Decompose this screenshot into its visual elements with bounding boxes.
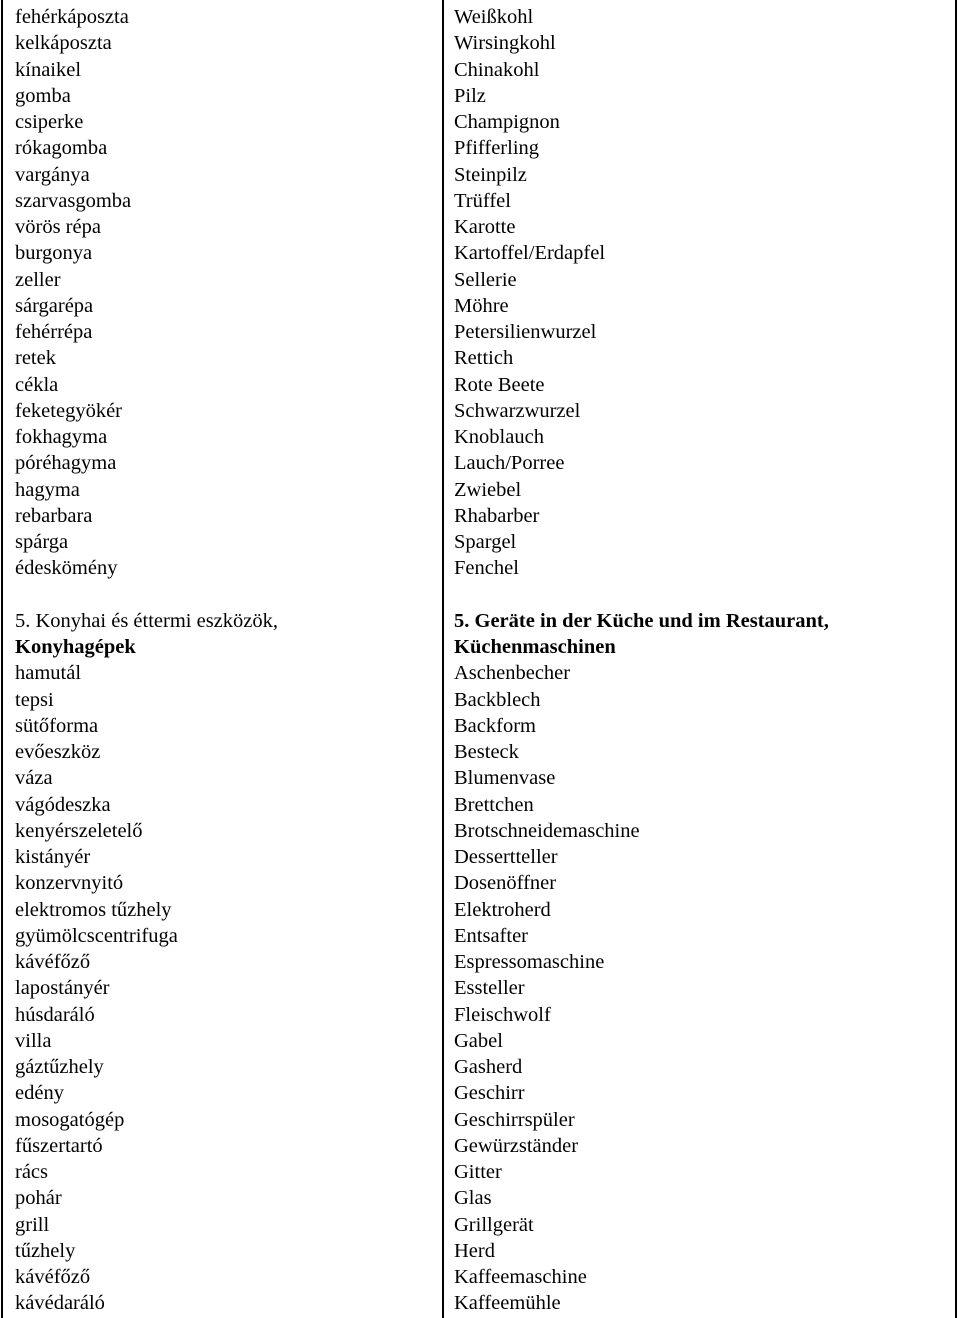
hungarian-word: hamutál	[15, 662, 82, 685]
hungarian-word: zeller	[15, 268, 61, 291]
hungarian-word: gáztűzhely	[15, 1056, 104, 1078]
german-word: Fenchel	[454, 557, 519, 580]
hungarian-word: vörös répa	[15, 216, 101, 238]
section-gap	[454, 582, 954, 608]
hungarian-word: feketegyökér	[15, 399, 122, 422]
german-word: Wirsingkohl	[454, 32, 556, 55]
hungarian-word: rebarbara	[15, 504, 93, 527]
hungarian-word: kávéfőző	[15, 1266, 91, 1288]
german-word: Backform	[454, 714, 536, 737]
hungarian-word: tepsi	[15, 688, 54, 711]
german-word: Spargel	[454, 531, 517, 553]
hungarian-tools-list	[15, 660, 440, 1316]
german-word: Geschirrspüler	[454, 1108, 575, 1131]
hungarian-word: vargánya	[15, 163, 90, 186]
hungarian-word: kávédaráló	[15, 1292, 105, 1315]
german-word: Lauch/Porree	[454, 452, 565, 475]
column-divider	[442, 0, 444, 1318]
hungarian-word: fehérkáposzta	[15, 6, 129, 28]
german-word: Kaffeemühle	[454, 1292, 561, 1315]
german-word: Brettchen	[454, 793, 534, 816]
german-word: Pfifferling	[454, 137, 540, 160]
hungarian-vegetable-list	[15, 4, 440, 582]
german-word: Brotschneidemaschine	[454, 819, 640, 842]
german-word: Steinpilz	[454, 163, 527, 186]
german-word: Sellerie	[454, 268, 517, 291]
hungarian-word: tűzhely	[15, 1239, 76, 1262]
section-gap	[15, 582, 440, 608]
hungarian-word: lapostányér	[15, 977, 110, 1000]
german-word: Gewürzständer	[454, 1134, 579, 1157]
german-word: Trüffel	[454, 189, 511, 212]
german-word: Kaffeemaschine	[454, 1266, 587, 1288]
german-word: Espressomaschine	[454, 951, 605, 973]
hungarian-word: fehérrépa	[15, 321, 93, 343]
hungarian-column	[15, 4, 440, 1317]
hungarian-word: rács	[15, 1161, 49, 1183]
hungarian-word: kelkáposzta	[15, 32, 112, 55]
hungarian-word: pohár	[15, 1187, 62, 1210]
hungarian-word: fűszertartó	[15, 1134, 103, 1157]
german-column	[454, 4, 954, 1317]
hungarian-word: kistányér	[15, 846, 91, 868]
german-word: Petersilienwurzel	[454, 321, 597, 343]
german-word: Rhabarber	[454, 504, 540, 527]
hungarian-word: póréhagyma	[15, 452, 117, 475]
hungarian-word: vágódeszka	[15, 793, 111, 816]
hungarian-word: burgonya	[15, 242, 93, 265]
german-word: Pilz	[454, 84, 486, 107]
german-word: Möhre	[454, 294, 509, 317]
hungarian-word: mosogatógép	[15, 1108, 125, 1131]
german-word: Essteller	[454, 977, 525, 1000]
hungarian-word: rókagomba	[15, 137, 108, 160]
german-word: Chinakohl	[454, 58, 540, 81]
hungarian-word: konzervnyitó	[15, 872, 124, 895]
hungarian-word: hagyma	[15, 478, 80, 501]
hungarian-word: evőeszköz	[15, 741, 101, 763]
german-word: Weißkohl	[454, 6, 534, 28]
german-word: Elektroherd	[454, 898, 551, 921]
hungarian-word: retek	[15, 347, 56, 370]
german-word: Karotte	[454, 216, 516, 238]
german-word: Gasherd	[454, 1056, 523, 1078]
hungarian-section-heading-line2: Konyhagépek	[15, 636, 136, 658]
german-section-heading-line1: 5. Geräte in der Küche und im Restaurant,	[454, 609, 829, 632]
german-word: Glas	[454, 1187, 492, 1210]
hungarian-word: váza	[15, 767, 53, 790]
german-word: Gitter	[454, 1161, 502, 1183]
german-word: Grillgerät	[454, 1213, 534, 1236]
hungarian-word: spárga	[15, 531, 69, 553]
hungarian-word: elektromos tűzhely	[15, 898, 172, 921]
hungarian-word: édeskömény	[15, 557, 118, 580]
german-section-heading-line2: Küchenmaschinen	[454, 636, 616, 658]
hungarian-word: húsdaráló	[15, 1003, 95, 1026]
hungarian-section-heading-line1: 5. Konyhai és éttermi eszközök,	[15, 609, 279, 632]
german-word: Entsafter	[454, 924, 528, 947]
german-tools-list	[454, 660, 954, 1316]
german-word: Blumenvase	[454, 767, 556, 790]
german-word: Zwiebel	[454, 478, 522, 501]
german-word: Geschirr	[454, 1082, 525, 1105]
german-word: Backblech	[454, 688, 541, 711]
hungarian-word: gomba	[15, 84, 71, 107]
german-word: Champignon	[454, 111, 560, 133]
german-word: Dosenöffner	[454, 872, 557, 895]
right-border	[955, 0, 957, 1318]
hungarian-word: cékla	[15, 373, 59, 396]
hungarian-word: kínaikel	[15, 58, 82, 81]
german-word: Rote Beete	[454, 373, 545, 396]
hungarian-word: fokhagyma	[15, 426, 108, 448]
german-word: Dessertteller	[454, 846, 558, 868]
hungarian-word: villa	[15, 1029, 52, 1052]
german-word: Aschenbecher	[454, 662, 571, 685]
left-border	[1, 0, 3, 1318]
german-word: Rettich	[454, 347, 514, 370]
hungarian-word: sárgarépa	[15, 294, 94, 317]
hungarian-word: grill	[15, 1213, 50, 1236]
german-word: Kartoffel/Erdapfel	[454, 242, 606, 265]
german-word: Schwarzwurzel	[454, 399, 581, 422]
hungarian-word: csiperke	[15, 111, 84, 133]
german-word: Besteck	[454, 741, 519, 763]
hungarian-word: edény	[15, 1082, 64, 1105]
hungarian-word: gyümölcscentrifuga	[15, 924, 178, 947]
german-word: Fleischwolf	[454, 1003, 551, 1026]
german-vegetable-list	[454, 4, 954, 582]
hungarian-word: kenyérszeletelő	[15, 819, 143, 842]
german-word: Herd	[454, 1239, 495, 1262]
hungarian-word: kávéfőző	[15, 951, 91, 973]
german-word: Knoblauch	[454, 426, 544, 448]
hungarian-word: sütőforma	[15, 714, 99, 737]
german-word: Gabel	[454, 1029, 503, 1052]
hungarian-word: szarvasgomba	[15, 189, 132, 212]
